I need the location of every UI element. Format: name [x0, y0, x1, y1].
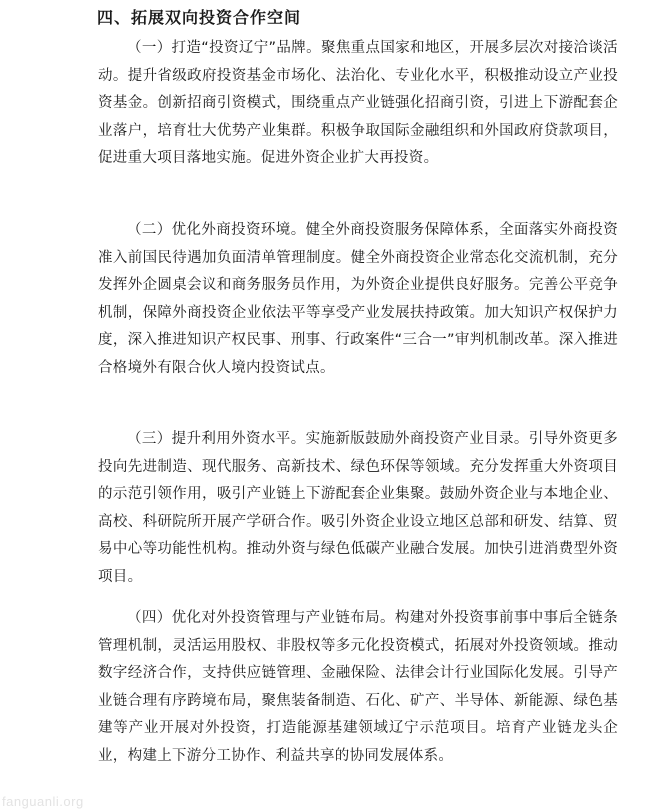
paragraph-4: （四）优化对外投资管理与产业链布局。构建对外投资事前事中事后全链条管理机制，灵活运用股权、非股权等多元化投资模式，拓展对外投资领域。推动数字经济合作，支持供应链管理、金融保险、法律会计行业国际化发展。引导产业链合理有序跨境布局，聚焦装备制造、石化、矿产、半导体、新能源、绿色基建等产业开展对外投资，打造能源基建领域辽宁示范项目。培育产业链龙头企业，构建上下游分工协作、利益共享的协同发展体系。: [98, 610, 618, 764]
paragraph-3: （三）提升利用外资水平。实施新版鼓励外商投资产业目录。引导外资更多投向先进制造、现代服务、高新技术、绿色环保等领域。充分发挥重大外资项目的示范引领作用，吸引产业链上下游配套企业集聚。鼓励外资企业与本地企业、高校、科研院所开展产学研合作。吸引外资企业设立地区总部和研发、结算、贸易中心等功能性机构。推动外资与绿色低碳产业融合发展。加快引进消费型外资项目。: [98, 431, 618, 585]
paragraph-1: （一）打造“投资辽宁”品牌。聚焦重点国家和地区，开展多层次对接洽谈活动。提升省级政府投资基金市场化、法治化、专业化水平，积极推动设立产业投资基金。创新招商引资模式，围绕重点产业链强化招商引资，引进上下游配套企业落户，培育壮大优势产业集群。积极争取国际金融组织和外国政府贷款项目，促进重大项目落地实施。促进外资企业扩大再投资。: [98, 40, 618, 166]
section-heading: 四、拓展双向投资合作空间: [97, 8, 302, 27]
paragraph-2: （二）优化外商投资环境。健全外商投资服务保障体系，全面落实外商投资准入前国民待遇加负面清单管理制度。健全外商投资企业常态化交流机制，充分发挥外企圆桌会议和商务服务员作用，为外资企业提供良好服务。完善公平竞争机制，保障外商投资企业依法平等享受产业发展扶持政策。加大知识产权保护力度，深入推进知识产权民事、刑事、行政案件“三合一”审判机制改革。深入推进合格境外有限合伙人境内投资试点。: [98, 222, 618, 376]
watermark: fanguanli.org: [2, 794, 84, 809]
